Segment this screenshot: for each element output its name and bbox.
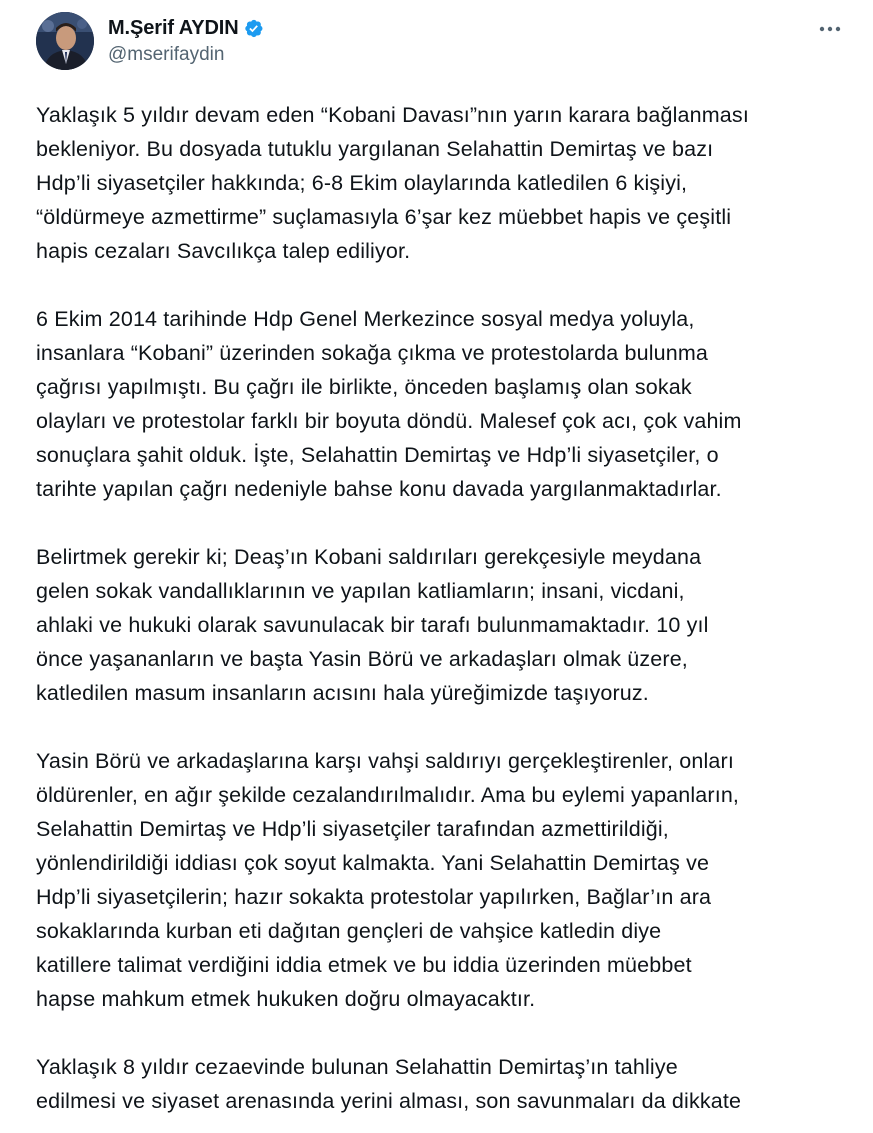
- tweet-paragraph: Belirtmek gerekir ki; Deaş’ın Kobani saldırıları gerekçesiyle meydana gelen sokak vandallıklarının ve yapılan katliamların; insani, vicdani, ahlaki ve hukuki olarak savunulacak bir tarafı bulunmamaktadır. 10 yıl önce yaşananların ve başta Yasin Börü ve arkadaşları olmak üzere, katledilen masum insanların acısını hala yüreğimizde taşıyoruz.: [36, 545, 709, 705]
- tweet-paragraph: 6 Ekim 2014 tarihinde Hdp Genel Merkezince sosyal medya yoluyla, insanlara “Kobani” üzerinden sokağa çıkma ve protestolarda bulunma çağrısı yapılmıştı. Bu çağrı ile birlikte, önceden başlamış olan sokak olayları ve protestolar farklı bir boyuta döndü. Malesef çok acı, çok vahim sonuçlara şahit olduk. İşte, Selahattin Demirtaş ve Hdp’li siyasetçiler, o tarihte yapılan çağrı nedeniyle bahse konu davada yargılanmaktadırlar.: [36, 307, 742, 501]
- tweet-paragraph: Yaklaşık 8 yıldır cezaevinde bulunan Selahattin Demirtaş’ın tahliye edilmesi ve siyaset arenasında yerini alması, son savunmaları da dikkate: [36, 1055, 742, 1113]
- author-handle[interactable]: @mserifaydin: [108, 44, 225, 65]
- tweet-text: [36, 98, 846, 1118]
- avatar-photo: [36, 12, 94, 70]
- author-display-name[interactable]: M.Şerif AYDIN: [108, 16, 239, 39]
- verified-badge-icon[interactable]: [243, 18, 264, 39]
- tweet-paragraph: Yaklaşık 5 yıldır devam eden “Kobani Davası”nın yarın karara bağlanması bekleniyor. Bu dosyada tutuklu yargılanan Selahattin Demirtaş ve bazı Hdp’li siyasetçiler hakkında; 6-8 Ekim olaylarında katledilen 6 kişiyi, “öldürmeye azmettirme” suçlamasıyla 6’şar kez müebbet hapis ve çeşitli hapis cezaları Savcılıkça talep ediliyor.: [36, 103, 749, 263]
- author-names: [108, 16, 264, 66]
- more-horizontal-icon[interactable]: [815, 14, 845, 44]
- tweet-paragraph: Yasin Börü ve arkadaşlarına karşı vahşi saldırıyı gerçekleştirenler, onları öldürenler, en ağır şekilde cezalandırılmalıdır. Ama bu eylemi yapanların, Selahattin Demirtaş ve Hdp’li siyasetçiler tarafından azmettirildiği, yönlendirildiği iddiası çok soyut kalmakta. Yani Selahattin Demirtaş ve Hdp’li siyasetçilerin; hazır sokakta protestolar yapılırken, Bağlar’ın ara sokaklarında kurban eti dağıtan gençleri de vahşice katledin diye katillere talimat verdiğini iddia etmek ve bu iddia üzerinden müebbet hapse mahkum etmek hukuken doğru olmayacaktır.: [36, 749, 740, 1011]
- avatar[interactable]: [36, 12, 94, 70]
- tweet-header: [36, 10, 849, 72]
